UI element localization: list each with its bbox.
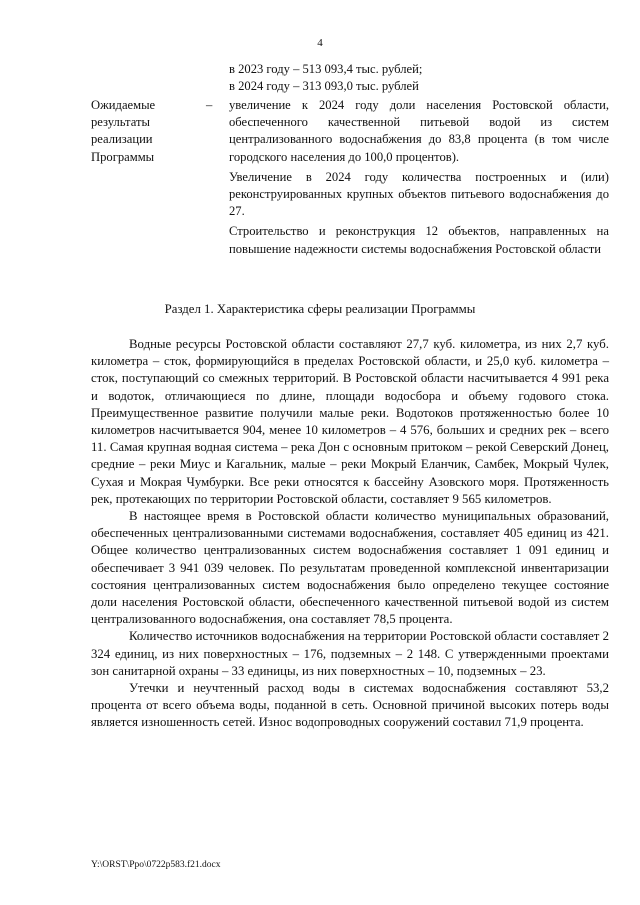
budget-line-2024: в 2024 году – 313 093,0 тыс. рублей xyxy=(229,79,419,94)
body-paragraph: Водные ресурсы Ростовской области составляют 27,7 куб. километра, из них 2,7 куб. километра – сток, формирующийся в пределах Ростовской области, и 25,0 куб. километра – сток, поступающий со смежных территорий. В Ростовской области насчитывается 4 991 река и водоток, отличающиеся по длине, площади водосбора и объему годового стока. Преимущественное развитие получили малые реки. Водотоков протяженностью более 10 километров насчитывается 904, менее 10 километров – 4 576, больших и средних рек – всего 11. Самая крупная водная система – река Дон с основным притоком – рекой Северский Донец, средние – реки Миус и Кагальник, малые – реки Мокрый Еланчик, Самбек, Мокрый Чулек, Сухая и Мокрая Чумбурки. Все реки относятся к бассейну Азовского моря. Протяженность рек, протекающих по территории Ростовской области, составляет 9 565 километров. xyxy=(91,337,609,506)
page-number: 4 xyxy=(317,37,323,49)
footer-file-path: Y:\ORST\Ppo\0722p583.f21.docx xyxy=(91,860,221,870)
result-paragraph: увеличение к 2024 году доли населения Ростовской области, обеспеченного качественной питьевой водой из систем централизованного водоснабжения до 83,8 процента (в том числе городского населения до 100,0 процентов). xyxy=(229,98,609,164)
expected-results-content xyxy=(229,97,609,261)
label-line: Программы xyxy=(91,149,155,164)
section-body xyxy=(91,336,609,732)
section-title: Раздел 1. Характеристика сферы реализации Программы xyxy=(164,302,476,316)
label-line: результаты xyxy=(91,115,150,130)
body-paragraph: Утечки и неучтенный расход воды в системах водоснабжения составляют 53,2 процента от всего объема воды, поданной в сеть. Основной причиной высоких потерь воды является изношенность сетей. Износ водопроводных сооружений составил 71,9 процента. xyxy=(91,681,609,730)
expected-results-label xyxy=(91,97,201,166)
label-dash: – xyxy=(206,98,213,112)
budget-line-2023: в 2023 году – 513 093,4 тыс. рублей; xyxy=(229,62,423,76)
budget-lines xyxy=(229,61,609,95)
result-paragraph: Строительство и реконструкция 12 объектов, направленных на повышение надежности системы водоснабжения Ростовской области xyxy=(229,224,609,256)
body-paragraph: Количество источников водоснабжения на территории Ростовской области составляет 2 324 единиц, из них поверхностных – 176, подземных – 2 148. С утвержденными проектами зон санитарной охраны – 33 единицы, из них поверхностных – 10, подземных – 23. xyxy=(91,629,609,678)
body-paragraph: В настоящее время в Ростовской области количество муниципальных образований, обеспеченных централизованными системами водоснабжения, составляет 405 единиц из 421. Общее количество централизованных систем водоснабжения составляет 1 091 единиц и обеспечивает 3 941 039 человек. По результатам проведенной комплексной инвентаризации состояния централизованных систем водоснабжения было определено текущее состояние доли населения Ростовской области, обеспеченного качественной питьевой водой из систем централизованного водоснабжения, она составляет 78,5 процента. xyxy=(91,509,609,627)
label-line: реализации xyxy=(91,132,153,147)
result-paragraph: Увеличение в 2024 году количества построенных и (или) реконструированных крупных объектов питьевого водоснабжения до 27. xyxy=(229,169,609,219)
label-line: Ожидаемые xyxy=(91,98,156,112)
